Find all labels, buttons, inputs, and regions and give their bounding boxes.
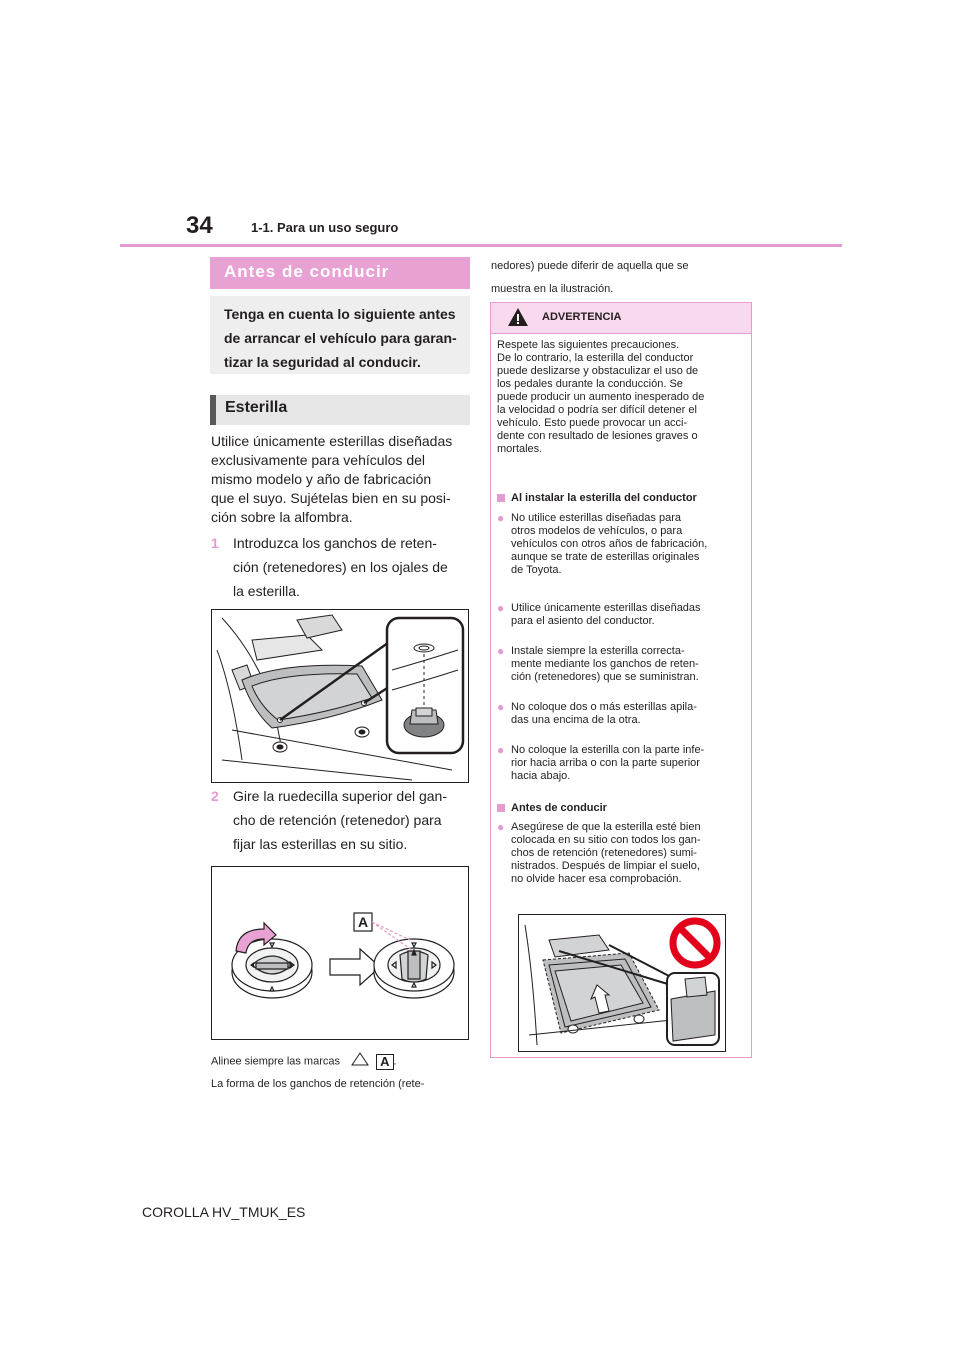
figure-stacked-mats-prohibited [518, 914, 726, 1052]
footer-model: COROLLA HV_TMUK_ES [142, 1204, 306, 1220]
figure2-label: A [357, 914, 369, 930]
bullet-icon: ● [497, 601, 505, 615]
subheading-banner [210, 395, 470, 425]
step-2-number: 2 [211, 788, 219, 804]
bullet-icon: ● [497, 700, 505, 714]
square-bullet-icon [497, 494, 505, 502]
figure-retainer-knob [211, 866, 469, 1040]
warning-triangle-icon [507, 307, 529, 330]
warning-intro: Respete las siguientes precauciones. De lo contrario, la esterilla del conductor puede deslizarse y obstaculizar el uso de los pedales durante la conducción. Se puede producir un aumento inesperado de la velocidad o podría ser difícil detener el vehículo. Esto puede provocar un acci- dente con resultado de lesiones graves o mortales. [497, 339, 705, 455]
caption-label-a: A [376, 1054, 393, 1070]
stacked-mats-illustration [519, 915, 725, 1051]
triangle-mark-icon [351, 1052, 369, 1071]
bullet-icon: ● [497, 511, 505, 525]
bullet-icon: ● [497, 743, 505, 757]
bullet-icon: ● [497, 820, 505, 834]
step-2-text: Gire la ruedecilla superior del gan- cho de retención (retenedor) para fijar las esterillas en su sitio. [233, 788, 447, 852]
header-rule [120, 244, 842, 247]
figure-floor-mat-hooks [211, 609, 469, 783]
warning-header [491, 303, 751, 334]
warning-box: ADVERTENCIA Respete las siguientes precauciones. De lo contrario, la esterilla del conductor puede deslizarse y obstaculizar el uso de los pedales durante la conducción. Se puede producir un aumento inesperado de la velocidad o podría ser difícil detener el vehículo. Esto puede provocar un acci- dente con resultado de lesiones graves o mortales. Al instalar la esterilla del conductor ● No utilice esterillas diseñadas para otros modelos de vehículos, o para vehículos con otros años de fabricación, aunque se trate de esterillas originales de Toyota. ● Utilice únicamente esterillas diseñadas para el asiento del conductor. ● Instale siempre la esterilla correcta- mente mediante los ganchos de reten- ción (retenedores) que se suministran. ● No coloque dos o más esterillas apila- das una encima de la otra. ● No coloque la esterilla con la parte infe- rior hacia arriba o con la parte superior hacia abajo. Antes de conducir ● Asegúrese de que la esterilla esté bien colocada en su sitio con todos los gan- chos de retención (retenedores) sumi- nistrados. Después de limpiar el suelo, no olvide hacer esa comprobación. [490, 302, 752, 1058]
subheading-bar [210, 395, 216, 425]
retainer-knob-illustration [212, 867, 468, 1039]
warning-title: ADVERTENCIA [542, 311, 622, 323]
section-header: 1-1. Para un uso seguro [251, 220, 399, 235]
floor-mat-illustration [212, 610, 468, 782]
page-number: 34 [186, 212, 213, 239]
step-1-number: 1 [211, 535, 219, 551]
section-banner-title: Antes de conducir [224, 262, 390, 281]
bullet-icon: ● [497, 644, 505, 658]
caption-align-marks: Alinee siempre las marcas A . [211, 1052, 473, 1071]
step-1-text: Introduzca los ganchos de reten- ción (retenedores) en los ojales de la esterilla. [233, 535, 448, 599]
square-bullet-icon [497, 804, 505, 812]
caption-shape-note: La forma de los ganchos de retención (rete- [211, 1078, 425, 1090]
section-banner [210, 257, 470, 289]
continuation-text: nedores) puede diferir de aquella que se muestra en la ilustración. [491, 260, 689, 295]
subheading-title: Esterilla [225, 399, 288, 416]
intro-text: Tenga en cuenta lo siguiente antes de arrancar el vehículo para garan- tizar la seguridad al conducir. [224, 306, 457, 370]
intro-paragraph: Utilice únicamente esterillas diseñadas exclusivamente para vehículos del mismo modelo y año de fabricación que el suyo. Sujételas bien en su posi- ción sobre la alfombra. [211, 433, 453, 525]
intro-box [210, 296, 470, 374]
prohibited-icon [673, 921, 717, 965]
